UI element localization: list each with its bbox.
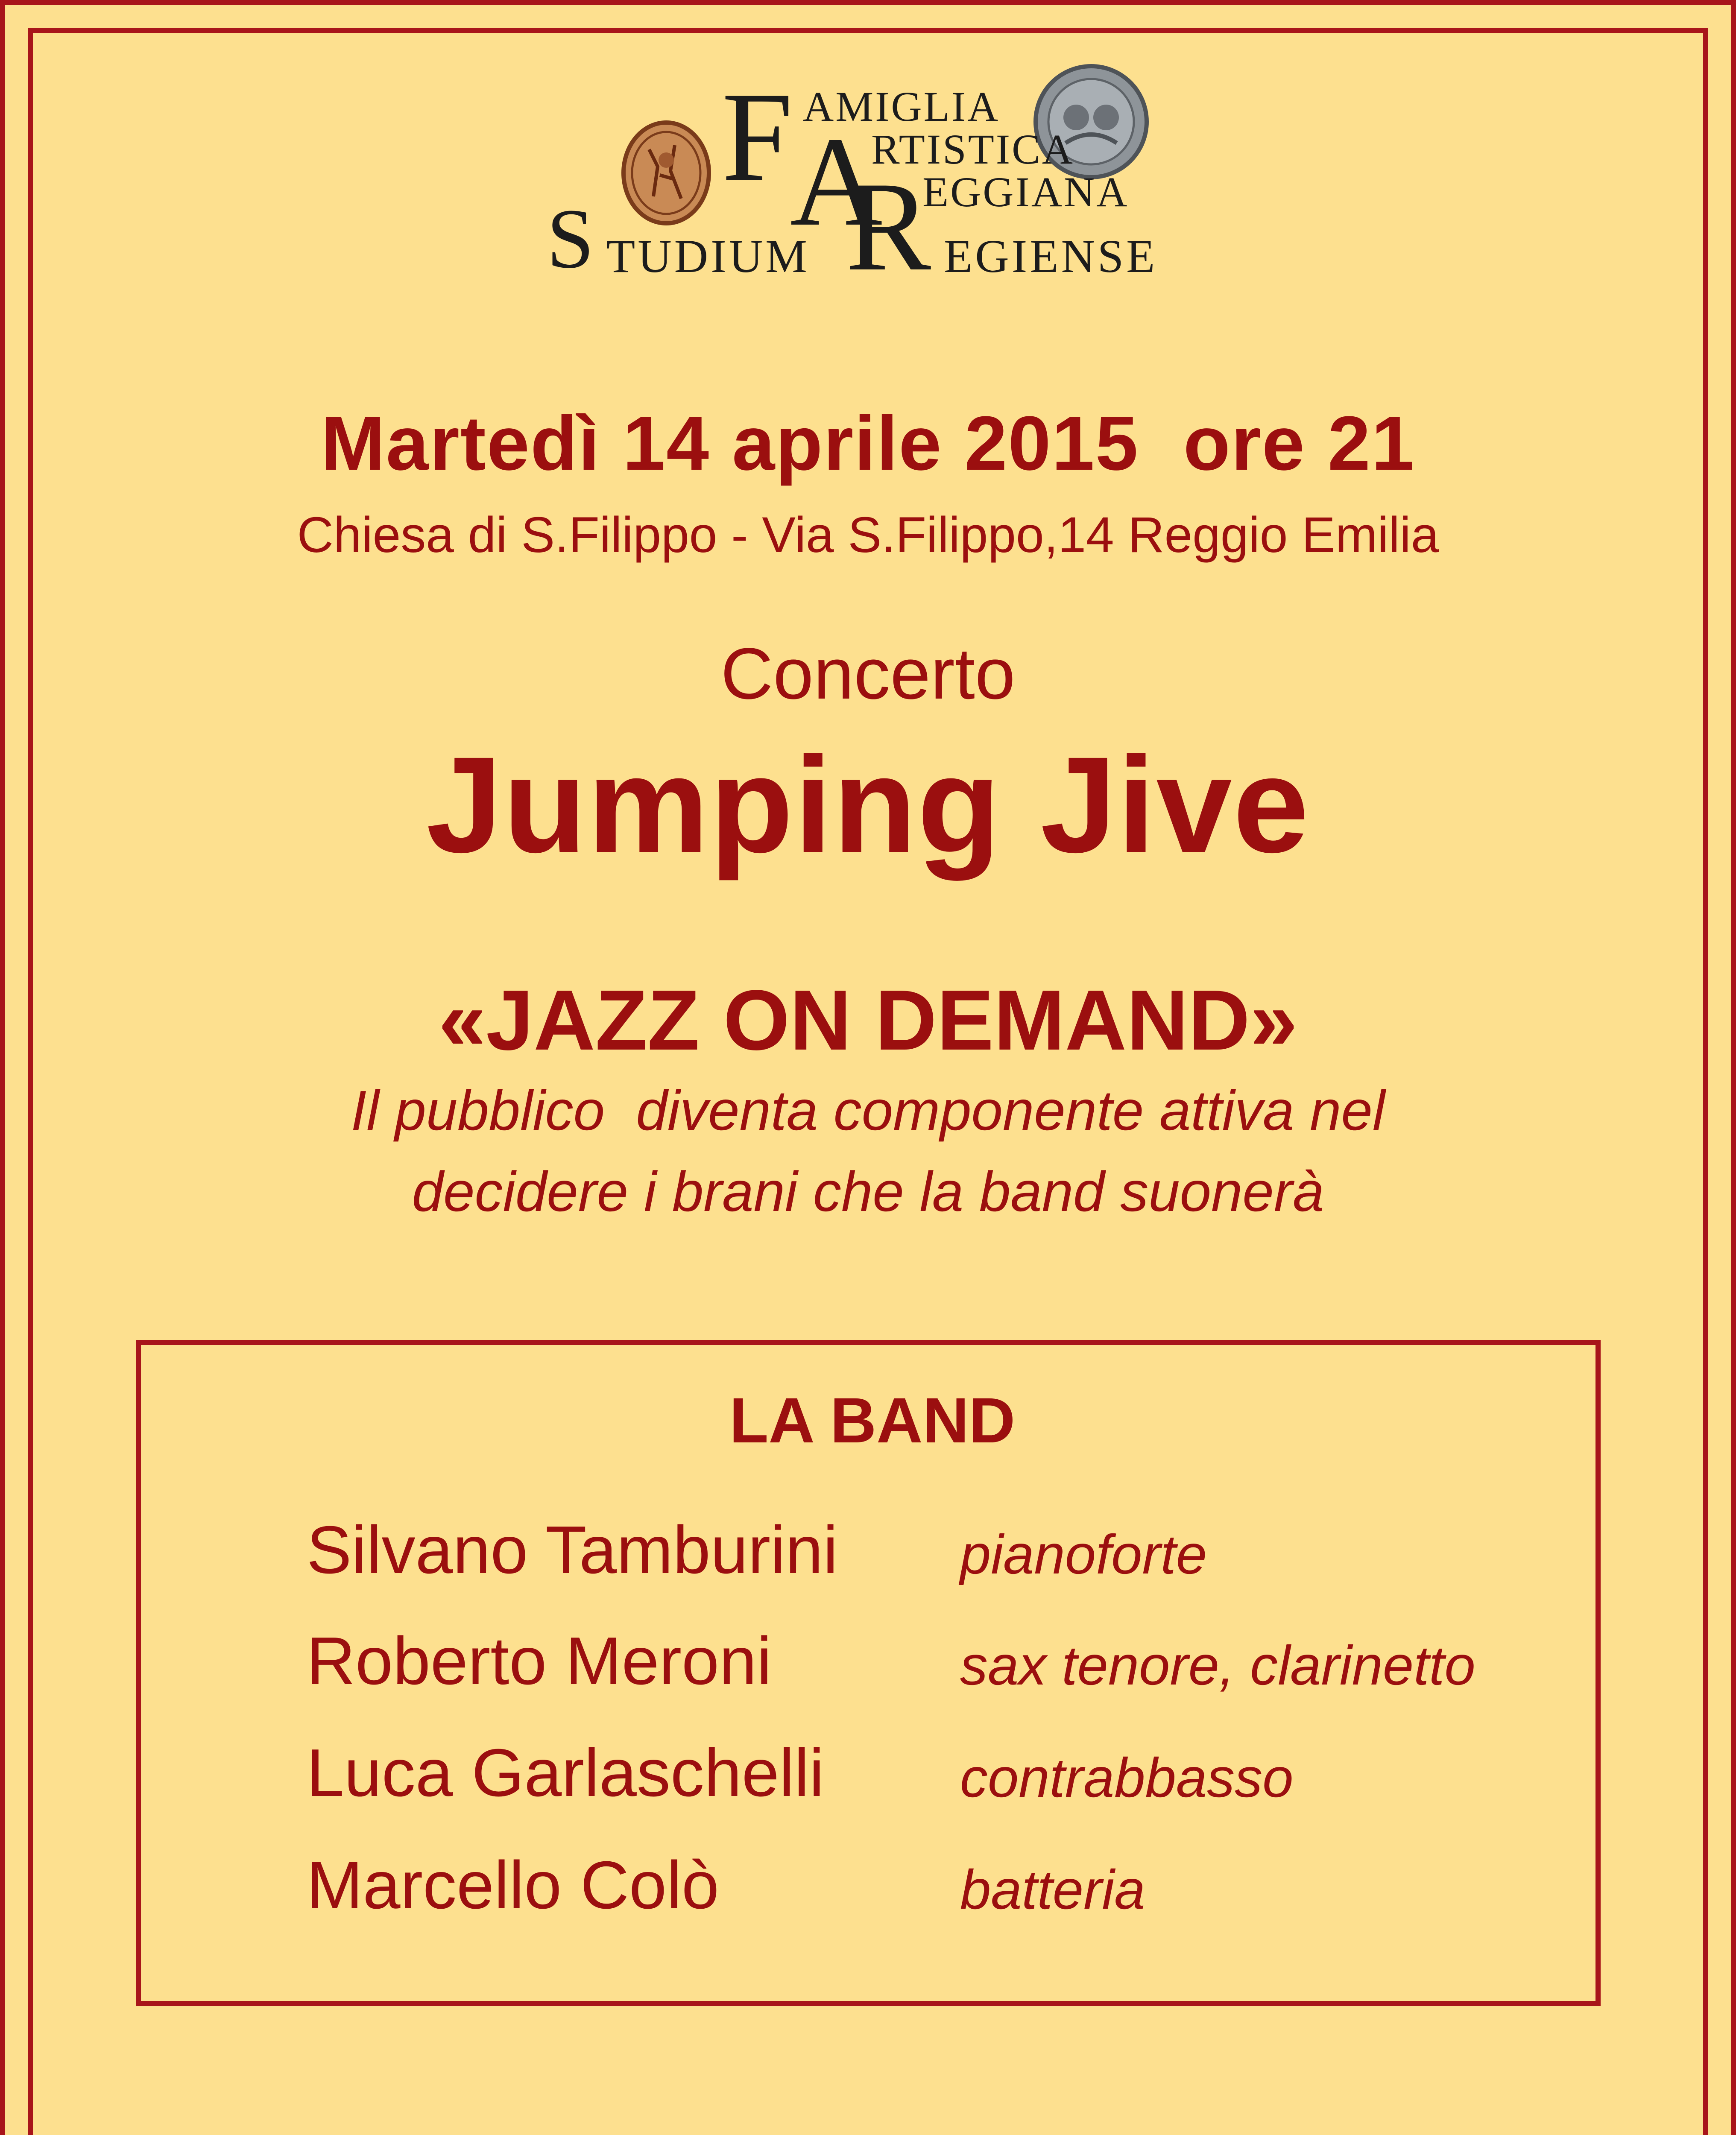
event-description-line1: Il pubblico diventa componente attiva nel: [351, 1079, 1385, 1142]
logo-initial-f: F: [722, 66, 793, 208]
logo-initial-a: A: [790, 111, 883, 252]
logo-word-artistica: RTISTICA: [871, 126, 1074, 173]
logo-word-famiglia: AMIGLIA: [803, 83, 1000, 130]
band-member-role: contrabbasso: [960, 1746, 1294, 1809]
event-type: Concerto: [720, 633, 1016, 714]
event-subtitle: «JAZZ ON DEMAND»: [438, 973, 1298, 1068]
event-description-line2: decidere i brani che la band suonerà: [412, 1160, 1324, 1223]
left-seal-icon: [619, 120, 713, 226]
logo-initial-r: R: [846, 155, 931, 297]
logo-word-reggiana: EGGIANA: [922, 168, 1129, 216]
event-title: Jumping Jive: [426, 728, 1310, 881]
band-member-name: Roberto Meroni: [307, 1623, 772, 1699]
band-member-name: Luca Garlaschelli: [307, 1735, 824, 1810]
logo-initial-s: S: [547, 192, 594, 286]
logo-word-studium: TUDIUM: [606, 230, 810, 282]
band-member-role: batteria: [960, 1858, 1145, 1921]
band-member-role: pianoforte: [960, 1523, 1207, 1585]
band-member-role: sax tenore, clarinetto: [960, 1634, 1475, 1696]
band-member-name: Marcello Colò: [307, 1848, 719, 1923]
band-heading: LA BAND: [729, 1384, 1016, 1456]
event-venue: Chiesa di S.Filippo - Via S.Filippo,14 Reggio Emilia: [297, 507, 1439, 563]
event-date-time: Martedì 14 aprile 2015 ore 21: [321, 401, 1415, 486]
band-member-name: Silvano Tamburini: [307, 1512, 838, 1588]
far-studium-regiense-logo: [547, 66, 1187, 307]
logo-word-regiense: EGIENSE: [944, 230, 1158, 282]
